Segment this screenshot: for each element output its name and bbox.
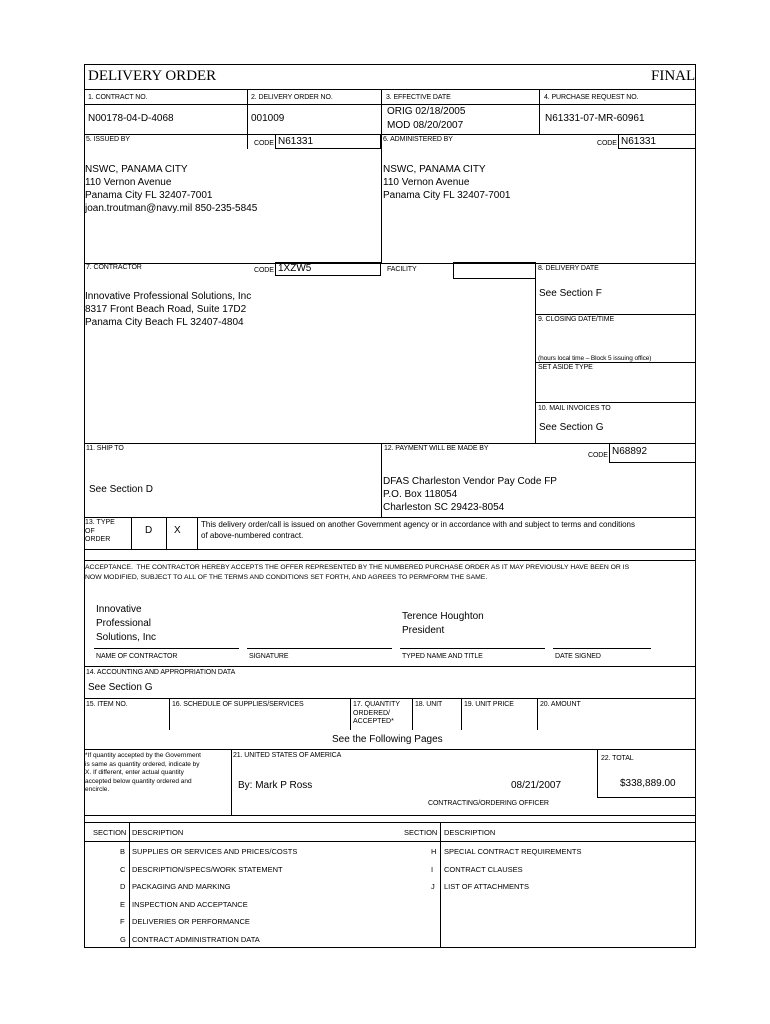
- section-description-right: SPECIAL CONTRACT REQUIREMENTS: [444, 847, 582, 856]
- contractor-code-box: [275, 262, 381, 276]
- payment-code: N68892: [612, 446, 648, 457]
- contractor-label: 7. CONTRACTOR: [86, 264, 142, 271]
- section-code-left: C: [120, 864, 126, 874]
- unit-price-label: 19. UNIT PRICE: [464, 701, 514, 708]
- order-type-label: 13. TYPE OF ORDER: [85, 519, 115, 543]
- section-code-left: E: [120, 899, 126, 909]
- section-code-left: B: [120, 847, 126, 856]
- effective-date-label: 3. EFFECTIVE DATE: [386, 94, 451, 101]
- contractor-code-label: CODE: [254, 267, 274, 274]
- schedule-label: 16. SCHEDULE OF SUPPLIES/SERVICES: [172, 701, 304, 708]
- section-description-left: CONTRACT ADMINISTRATION DATA: [132, 935, 260, 944]
- acceptance-text: ACCEPTANCE. THE CONTRACTOR HEREBY ACCEPTS THE OFFER REPRESENTED BY THE NUMBERED PURCHASE ORDER AS IT MAY PREVIOUSLY HAVE BEEN OR IS NOW MODIFIED, SUBJECT TO ALL OF THE TERMS AND CONDITIONS SET FORTH, AND AGREES TO PERMFORM THE SAME.: [85, 564, 630, 581]
- contractor-address: Innovative Professional Solutions, Inc 8317 Front Beach Road, Suite 17D2 Panama City Beach FL 32407-4804: [85, 291, 252, 328]
- section-description-left: INSPECTION AND ACCEPTANCE: [132, 899, 248, 909]
- status-final: FINAL: [651, 68, 696, 84]
- closing-date-label: 9. CLOSING DATE/TIME: [538, 316, 615, 323]
- following-pages: See the Following Pages: [332, 734, 443, 745]
- administered-by-code: N61331: [621, 136, 657, 147]
- section-description-left: SUPPLIES OR SERVICES AND PRICES/COSTS: [132, 847, 298, 856]
- ship-to-label: 11. SHIP TO: [86, 445, 124, 452]
- accounting: See Section G: [88, 682, 153, 693]
- order-type-check: X: [174, 525, 181, 536]
- administered-by-label: 6. ADMINISTERED BY: [383, 136, 453, 143]
- payment-code-box: [609, 443, 696, 463]
- facility-box: [453, 262, 536, 279]
- description-header-right: DESCRIPTION: [444, 828, 496, 837]
- amount-label: 20. AMOUNT: [540, 701, 581, 708]
- section-code-right: H: [431, 847, 437, 856]
- section-code-left: F: [120, 917, 125, 927]
- section-code-right: J: [431, 882, 435, 892]
- set-aside-label: SET ASIDE TYPE: [538, 364, 593, 371]
- effective-date-orig: ORIG 02/18/2005: [387, 106, 466, 117]
- issued-by-address: NSWC, PANAMA CITY 110 Vernon Avenue Panama City FL 32407-7001 joan.troutman@navy.mil 850-235-5845: [85, 164, 258, 214]
- payment-label: 12. PAYMENT WILL BE MADE BY: [384, 445, 489, 452]
- section-description-right: LIST OF ATTACHMENTS: [444, 882, 530, 892]
- quantity-label: 17. QUANTITY ORDERED/ ACCEPTED*: [353, 701, 401, 725]
- section-description-left: DESCRIPTION/SPECS/WORK STATEMENT: [132, 864, 283, 874]
- section-description-left: DELIVERIES OR PERFORMANCE: [132, 917, 250, 927]
- closing-date-note: (hours local time – Block 5 issuing office): [538, 355, 652, 362]
- page-title: DELIVERY ORDER: [88, 68, 217, 84]
- quantity-note: *If quantity accepted by the Government is same as quantity ordered, indicate by X. If different, enter actual quantity accepted below quantity ordered and encircle.: [85, 752, 201, 793]
- contractor-code: 1XZW5: [278, 263, 312, 274]
- administered-by-code-box: [618, 134, 696, 149]
- unit-label: 18. UNIT: [415, 701, 443, 708]
- administered-by-code-label: CODE: [597, 140, 617, 147]
- purchase-request-label: 4. PURCHASE REQUEST NO.: [544, 94, 639, 101]
- payment-address: DFAS Charleston Vendor Pay Code FP P.O. Box 118054 Charleston SC 29423-8054: [383, 476, 557, 513]
- total-amount: $338,889.00: [620, 778, 676, 789]
- signature-label: SIGNATURE: [249, 653, 289, 660]
- section-description-left: PACKAGING AND MARKING: [132, 882, 231, 892]
- administered-by-address: NSWC, PANAMA CITY 110 Vernon Avenue Panama City FL 32407-7001: [383, 164, 511, 201]
- delivery-date-label: 8. DELIVERY DATE: [538, 265, 599, 272]
- issued-by-code-box: [275, 134, 381, 149]
- contract-no: N00178-04-D-4068: [88, 113, 174, 124]
- mail-invoices: See Section G: [539, 422, 604, 433]
- purchase-request-no: N61331-07-MR-60961: [545, 113, 645, 124]
- issued-by-code: N61331: [278, 136, 314, 147]
- payment-code-label: CODE: [588, 452, 608, 459]
- delivery-order-no: 001009: [251, 113, 285, 124]
- accounting-label: 14. ACCOUNTING AND APPROPRIATION DATA: [86, 669, 236, 676]
- section-code-left: G: [120, 935, 126, 944]
- item-no-label: 15. ITEM NO.: [86, 701, 128, 708]
- contracting-officer-label: CONTRACTING/ORDERING OFFICER: [428, 800, 549, 807]
- acceptance-contractor-name: Innovative Professional Solutions, Inc: [96, 604, 157, 643]
- ship-to: See Section D: [89, 484, 153, 495]
- description-header-left: DESCRIPTION: [132, 828, 184, 837]
- issued-by-label: 5. ISSUED BY: [86, 136, 130, 143]
- delivery-order-no-label: 2. DELIVERY ORDER NO.: [251, 94, 333, 101]
- acceptance-signer: Terence Houghton President: [402, 611, 484, 636]
- officer-date: 08/21/2007: [511, 780, 562, 791]
- name-of-contractor-label: NAME OF CONTRACTOR: [96, 653, 178, 660]
- effective-date-mod: MOD 08/20/2007: [387, 120, 464, 131]
- contracting-officer-by: By: Mark P Ross: [238, 780, 313, 791]
- mail-invoices-label: 10. MAIL INVOICES TO: [538, 405, 611, 412]
- order-type-value: D: [145, 525, 153, 536]
- section-code-left: D: [120, 882, 126, 892]
- order-type-text: This delivery order/call is issued on another Government agency or in accordance with and subject to terms and conditions of above-numbered contract.: [201, 520, 636, 540]
- frame-bottom: [84, 947, 696, 948]
- contract-no-label: 1. CONTRACT NO.: [88, 94, 148, 101]
- typed-name-label: TYPED NAME AND TITLE: [402, 653, 483, 660]
- section-code-right: I: [431, 864, 434, 874]
- section-header-right: SECTION: [404, 828, 438, 837]
- frame-top: [84, 64, 696, 65]
- issued-by-code-label: CODE: [254, 140, 274, 147]
- delivery-date: See Section F: [539, 288, 602, 299]
- usa-label: 21. UNITED STATES OF AMERICA: [233, 752, 342, 759]
- section-header-left: SECTION: [93, 828, 127, 837]
- total-label: 22. TOTAL: [601, 755, 634, 762]
- facility-label: FACILITY: [387, 266, 417, 273]
- section-description-right: CONTRACT CLAUSES: [444, 864, 523, 874]
- date-signed-label: DATE SIGNED: [555, 653, 601, 660]
